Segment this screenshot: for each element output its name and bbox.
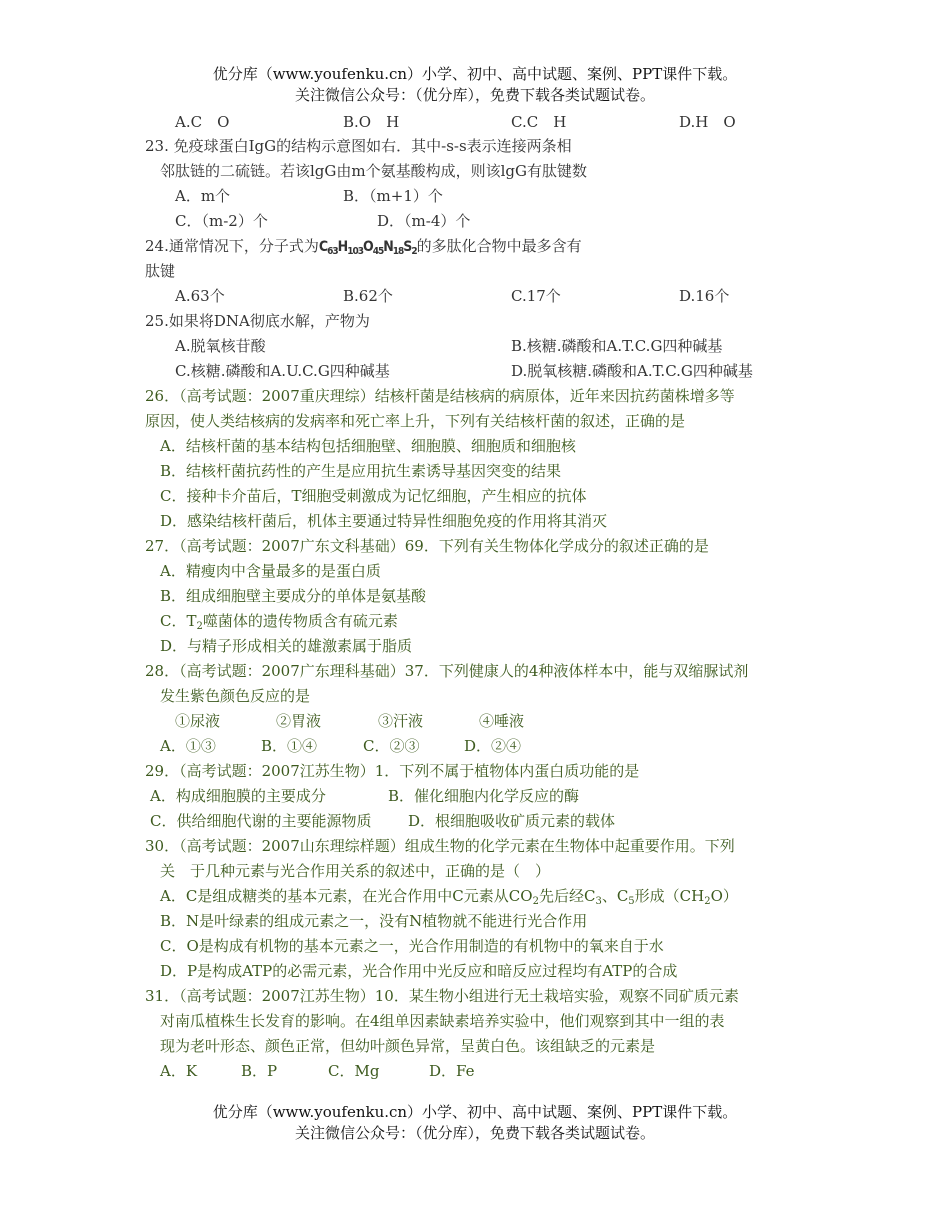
- q28-item-3: ③汗液: [378, 712, 424, 730]
- q27-option-d: D．与精子形成相关的雄激素属于脂质: [160, 637, 413, 655]
- q23-option-c: C．（m-2）个: [175, 212, 268, 230]
- q24-option-c: C.17个: [511, 287, 561, 305]
- q29-option-d: D．根细胞吸收矿质元素的载体: [408, 812, 616, 830]
- q22-option-a: A.C O: [175, 113, 230, 131]
- q30-stem-1: 30．（高考试题：2007山东理综样题）组成生物的化学元素在生物体中起重要作用。下列: [145, 837, 735, 855]
- q25-stem: 25.如果将DNA彻底水解，产物为: [145, 312, 370, 330]
- q23-stem-1: 23. 免疫球蛋白IgG的结构示意图如右．其中-s-s表示连接两条相: [145, 137, 572, 155]
- q28-stem-2: 发生紫色颜色反应的是: [160, 687, 311, 705]
- q27-option-a: A．精瘦肉中含量最多的是蛋白质: [160, 562, 381, 580]
- q23-option-a: A．m个: [175, 187, 231, 205]
- q24-stem-2: 肽键: [145, 262, 176, 280]
- q25-option-d: D.脱氧核糖.磷酸和A.T.C.G四种碱基: [511, 362, 753, 380]
- q23-stem-2: 邻肽链的二硫链。若该lgG由m个氨基酸构成，则该lgG有肽键数: [160, 162, 587, 180]
- q26-stem-2: 原因，使人类结核病的发病率和死亡率上升，下列有关结核杆菌的叙述，正确的是: [145, 412, 686, 430]
- q24-stem-1: [145, 234, 582, 264]
- q28-option-d: D．②④: [464, 737, 522, 755]
- q25-option-c: C.核糖.磷酸和A.U.C.G四种碱基: [175, 362, 390, 380]
- header-line-2: 关注微信公众号：（优分库），免费下载各类试题试卷。: [294, 86, 655, 104]
- q31-option-a: A．K: [160, 1062, 198, 1080]
- q24-option-d: D.16个: [679, 287, 730, 305]
- footer-line-2: 关注微信公众号：（优分库），免费下载各类试题试卷。: [294, 1124, 655, 1142]
- q29-option-c: C．供给细胞代谢的主要能源物质: [150, 812, 372, 830]
- q22-option-b: B.O H: [343, 113, 400, 131]
- page-header: [0, 64, 950, 106]
- q30-option-a: A．C是组成糖类的基本元素，在光合作用中C元素从$CO_2$先后经$C_3$、$C_5$形成$(CH_2O)$: [160, 887, 738, 907]
- q25-option-b: B.核糖.磷酸和A.T.C.G四种碱基: [511, 337, 723, 355]
- q26-option-d: D．感染结核杆菌后，机体主要通过特异性细胞免疫的作用将其消灭: [160, 512, 608, 530]
- q31-option-d: D．Fe: [429, 1062, 475, 1080]
- q28-item-4: ④唾液: [479, 712, 525, 730]
- q22-option-c: C.C H: [511, 113, 567, 131]
- q29-option-a: A．构成细胞膜的主要成分: [150, 787, 326, 805]
- q25-option-a: A.脱氧核苷酸: [175, 337, 266, 355]
- q23-option-b: B．（m+1）个: [343, 187, 443, 205]
- q28-item-1: ①尿液: [175, 712, 221, 730]
- header-line-1: 优分库（www.youfenku.cn）小学、初中、高中试题、案例、PPT课件下载。: [212, 65, 738, 83]
- q24-stem-b: 的多肽化合物中最多含有: [416, 237, 582, 255]
- q28-option-a: A．①③: [160, 737, 216, 755]
- q22-option-d: D.H O: [679, 113, 736, 131]
- q24-stem-a: 24.通常情况下，分子式为: [145, 237, 319, 255]
- q26-option-c: C．接种卡介苗后，T细胞受刺激成为记忆细胞，产生相应的抗体: [160, 487, 587, 505]
- page-footer: [0, 1102, 950, 1144]
- q27-stem: 27．（高考试题：2007广东文科基础）69．下列有关生物体化学成分的叙述正确的是: [145, 537, 709, 555]
- q31-option-b: B．P: [241, 1062, 278, 1080]
- q28-stem-1: 28．（高考试题：2007广东理科基础）37．下列健康人的4种液体样本中，能与双缩脲试剂: [145, 662, 749, 680]
- q31-stem-2: 对南瓜植株生长发育的影响。在4组单因素缺素培养实验中，他们观察到其中一组的表: [160, 1012, 725, 1030]
- q30-option-d: D．P是构成ATP的必需元素，光合作用中光反应和暗反应过程均有ATP的合成: [160, 962, 678, 980]
- q24-formula: $C_{63}H_{103}O_{45}N_{18}S_2$: [318, 239, 417, 257]
- q28-option-b: B．①④: [261, 737, 318, 755]
- q27-option-c-b: 噬菌体的遗传物质含有硫元素: [202, 612, 398, 630]
- q31-option-c: C．Mg: [328, 1062, 380, 1080]
- q26-option-b: B．结核杆菌抗药性的产生是应用抗生素诱导基因突变的结果: [160, 462, 562, 480]
- q30-stem-2: 关 于几种元素与光合作用关系的叙述中，正确的是（ ）: [160, 862, 551, 880]
- q26-option-a: A．结核杆菌的基本结构包括细胞壁、细胞膜、细胞质和细胞核: [160, 437, 576, 455]
- q23-option-d: D．（m-4）个: [377, 212, 471, 230]
- q31-stem-3: 现为老叶形态、颜色正常，但幼叶颜色异常，呈黄白色。该组缺乏的元素是: [160, 1037, 656, 1055]
- q31-stem-1: 31．（高考试题：2007江苏生物）10．某生物小组进行无土栽培实验，观察不同矿质元素: [145, 987, 739, 1005]
- q29-option-b: B．催化细胞内化学反应的酶: [388, 787, 580, 805]
- q27-option-c-a: C．T: [160, 612, 197, 630]
- q27-option-c-sub: 2: [196, 621, 203, 632]
- q26-stem-1: 26．（高考试题：2007重庆理综）结核杆菌是结核病的病原体，近年来因抗药菌株增多等: [145, 387, 735, 405]
- q29-stem: 29．（高考试题：2007江苏生物）1．下列不属于植物体内蛋白质功能的是: [145, 762, 640, 780]
- q30-option-c: C．O是构成有机物的基本元素之一，光合作用制造的有机物中的氧来自于水: [160, 937, 664, 955]
- footer-line-1: 优分库（www.youfenku.cn）小学、初中、高中试题、案例、PPT课件下载。: [212, 1103, 738, 1121]
- q24-option-b: B.62个: [343, 287, 393, 305]
- q28-option-c: C．②③: [363, 737, 420, 755]
- q27-option-b: B．组成细胞壁主要成分的单体是氨基酸: [160, 587, 427, 605]
- q28-item-2: ②胃液: [276, 712, 322, 730]
- q24-option-a: A.63个: [175, 287, 225, 305]
- q30-option-b: B．N是叶绿素的组成元素之一，没有N植物就不能进行光合作用: [160, 912, 588, 930]
